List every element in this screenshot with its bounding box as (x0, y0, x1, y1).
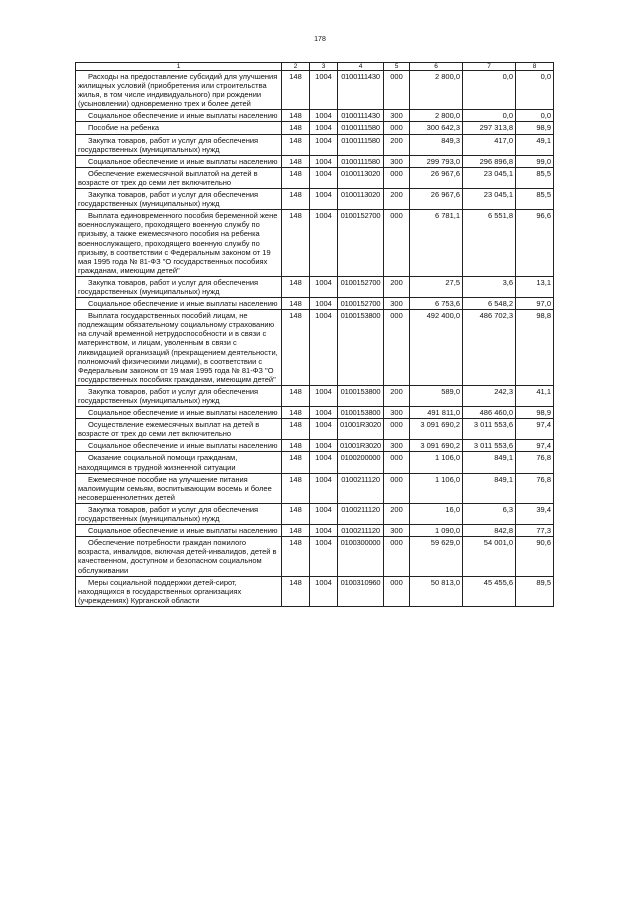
row-name: Обеспечение потребности граждан пожилого возраста, инвалидов, включая детей-инвалидов, детей в качественном, доступном и безопасном социальном обслуживании (76, 537, 282, 576)
target-article-code: 0100211120 (338, 473, 384, 503)
table-row (76, 210, 554, 277)
row-name: Обеспечение ежемесячной выплатой на детей в возрасте от трех до семи лет включительно (76, 167, 282, 188)
target-article-code: 0100153800 (338, 385, 384, 406)
section-code: 1004 (310, 440, 338, 452)
ved-code: 148 (282, 525, 310, 537)
section-code: 1004 (310, 525, 338, 537)
row-name: Меры социальной поддержки детей-сирот, находящихся в государственных организациях (учреждениях) Курганской области (76, 576, 282, 606)
planned-amount: 2 800,0 (410, 71, 463, 110)
column-header: 7 (463, 63, 516, 71)
section-code: 1004 (310, 407, 338, 419)
section-code: 1004 (310, 298, 338, 310)
row-name: Выплата единовременного пособия беременной жене военнослужащего, проходящего военную службу по призыву, а также ежемесячного пособия на ребенка военнослужащего, проходящего военную службу по призыву, в соответствии с Федеральным законом от 19 мая 1995 года № 81-ФЗ "О государственных пособиях гражданам, имеющим детей" (76, 210, 282, 277)
table-row (76, 310, 554, 386)
ved-code: 148 (282, 473, 310, 503)
actual-amount: 0,0 (463, 71, 516, 110)
actual-amount: 242,3 (463, 385, 516, 406)
ved-code: 148 (282, 110, 310, 122)
actual-amount: 0,0 (463, 110, 516, 122)
expense-type-code: 200 (384, 503, 410, 524)
section-code: 1004 (310, 71, 338, 110)
planned-amount: 26 967,6 (410, 167, 463, 188)
expense-type-code: 300 (384, 110, 410, 122)
ved-code: 148 (282, 189, 310, 210)
actual-amount: 3,6 (463, 276, 516, 297)
section-code: 1004 (310, 310, 338, 386)
planned-amount: 1 106,0 (410, 452, 463, 473)
expense-type-code: 000 (384, 71, 410, 110)
ved-code: 148 (282, 167, 310, 188)
row-name: Закупка товаров, работ и услуг для обеспечения государственных (муниципальных) нужд (76, 276, 282, 297)
row-name: Социальное обеспечение и иные выплаты населению (76, 110, 282, 122)
row-name: Выплата государственных пособий лицам, не подлежащим обязательному социальному страхованию на случай временной нетрудоспособности и в связи с материнством, и лицам, уволенным в связи с ликвидацией организаций (прекращением деятельности, полномочий физическими лицами), в соответствии с Федеральным законом от 19 мая 1995 года № 81-ФЗ "О государственных пособиях гражданам, имеющим детей" (76, 310, 282, 386)
target-article-code: 0100111430 (338, 110, 384, 122)
table-row (76, 503, 554, 524)
target-article-code: 01001R3020 (338, 440, 384, 452)
column-header: 5 (384, 63, 410, 71)
actual-amount: 3 011 553,6 (463, 419, 516, 440)
actual-amount: 23 045,1 (463, 189, 516, 210)
table-row (76, 440, 554, 452)
target-article-code: 0100111580 (338, 122, 384, 134)
expense-type-code: 300 (384, 155, 410, 167)
execution-percent: 98,9 (516, 122, 554, 134)
target-article-code: 0100113020 (338, 189, 384, 210)
section-code: 1004 (310, 134, 338, 155)
table-body (76, 71, 554, 607)
table-row (76, 525, 554, 537)
planned-amount: 300 642,3 (410, 122, 463, 134)
row-name: Социальное обеспечение и иные выплаты населению (76, 525, 282, 537)
target-article-code: 0100111580 (338, 155, 384, 167)
expense-type-code: 000 (384, 537, 410, 576)
planned-amount: 3 091 690,2 (410, 419, 463, 440)
actual-amount: 3 011 553,6 (463, 440, 516, 452)
ved-code: 148 (282, 419, 310, 440)
target-article-code: 0100111580 (338, 134, 384, 155)
target-article-code: 0100152700 (338, 276, 384, 297)
actual-amount: 486 460,0 (463, 407, 516, 419)
execution-percent: 41,1 (516, 385, 554, 406)
row-name: Социальное обеспечение и иные выплаты населению (76, 440, 282, 452)
section-code: 1004 (310, 122, 338, 134)
row-name: Закупка товаров, работ и услуг для обеспечения государственных (муниципальных) нужд (76, 385, 282, 406)
section-code: 1004 (310, 189, 338, 210)
expense-type-code: 300 (384, 407, 410, 419)
row-name: Социальное обеспечение и иные выплаты населению (76, 155, 282, 167)
expense-type-code: 300 (384, 525, 410, 537)
section-code: 1004 (310, 503, 338, 524)
planned-amount: 27,5 (410, 276, 463, 297)
table-row (76, 537, 554, 576)
table-row (76, 276, 554, 297)
table-row (76, 110, 554, 122)
section-code: 1004 (310, 419, 338, 440)
execution-percent: 0,0 (516, 71, 554, 110)
ved-code: 148 (282, 276, 310, 297)
planned-amount: 1 090,0 (410, 525, 463, 537)
table-row (76, 122, 554, 134)
actual-amount: 6 551,8 (463, 210, 516, 277)
expense-type-code: 200 (384, 134, 410, 155)
execution-percent: 99,0 (516, 155, 554, 167)
table-row (76, 576, 554, 606)
row-name: Оказание социальной помощи гражданам, находящимся в трудной жизненной ситуации (76, 452, 282, 473)
execution-percent: 97,0 (516, 298, 554, 310)
table-row (76, 167, 554, 188)
target-article-code: 0100211120 (338, 503, 384, 524)
actual-amount: 296 896,8 (463, 155, 516, 167)
expense-type-code: 200 (384, 385, 410, 406)
planned-amount: 6 781,1 (410, 210, 463, 277)
planned-amount: 59 629,0 (410, 537, 463, 576)
execution-percent: 85,5 (516, 167, 554, 188)
section-code: 1004 (310, 276, 338, 297)
actual-amount: 842,8 (463, 525, 516, 537)
execution-percent: 13,1 (516, 276, 554, 297)
section-code: 1004 (310, 210, 338, 277)
row-name: Социальное обеспечение и иные выплаты населению (76, 298, 282, 310)
planned-amount: 1 106,0 (410, 473, 463, 503)
section-code: 1004 (310, 473, 338, 503)
planned-amount: 26 967,6 (410, 189, 463, 210)
expense-type-code: 000 (384, 122, 410, 134)
execution-percent: 90,6 (516, 537, 554, 576)
expense-type-code: 200 (384, 189, 410, 210)
execution-percent: 39,4 (516, 503, 554, 524)
execution-percent: 0,0 (516, 110, 554, 122)
execution-percent: 97,4 (516, 440, 554, 452)
table-row (76, 155, 554, 167)
ved-code: 148 (282, 210, 310, 277)
table-row (76, 452, 554, 473)
table-row (76, 419, 554, 440)
execution-percent: 98,9 (516, 407, 554, 419)
table-row (76, 71, 554, 110)
ved-code: 148 (282, 155, 310, 167)
column-header: 3 (310, 63, 338, 71)
table-row (76, 189, 554, 210)
expense-type-code: 000 (384, 473, 410, 503)
planned-amount: 299 793,0 (410, 155, 463, 167)
expense-type-code: 000 (384, 167, 410, 188)
column-header: 1 (76, 63, 282, 71)
actual-amount: 6,3 (463, 503, 516, 524)
ved-code: 148 (282, 385, 310, 406)
planned-amount: 491 811,0 (410, 407, 463, 419)
planned-amount: 16,0 (410, 503, 463, 524)
row-name: Пособие на ребенка (76, 122, 282, 134)
table-row (76, 298, 554, 310)
ved-code: 148 (282, 537, 310, 576)
page-number: 178 (314, 36, 326, 43)
execution-percent: 77,3 (516, 525, 554, 537)
table-row (76, 407, 554, 419)
section-code: 1004 (310, 155, 338, 167)
planned-amount: 492 400,0 (410, 310, 463, 386)
expense-type-code: 000 (384, 576, 410, 606)
target-article-code: 0100153800 (338, 310, 384, 386)
expense-type-code: 200 (384, 276, 410, 297)
actual-amount: 849,1 (463, 452, 516, 473)
table-row (76, 385, 554, 406)
target-article-code: 01001R3020 (338, 419, 384, 440)
actual-amount: 486 702,3 (463, 310, 516, 386)
row-name: Осуществление ежемесячных выплат на детей в возрасте от трех до семи лет включительно (76, 419, 282, 440)
actual-amount: 297 313,8 (463, 122, 516, 134)
actual-amount: 6 548,2 (463, 298, 516, 310)
ved-code: 148 (282, 440, 310, 452)
execution-percent: 76,8 (516, 452, 554, 473)
ved-code: 148 (282, 576, 310, 606)
planned-amount: 50 813,0 (410, 576, 463, 606)
target-article-code: 0100113020 (338, 167, 384, 188)
actual-amount: 54 001,0 (463, 537, 516, 576)
ved-code: 148 (282, 71, 310, 110)
execution-percent: 85,5 (516, 189, 554, 210)
ved-code: 148 (282, 134, 310, 155)
expense-type-code: 300 (384, 298, 410, 310)
ved-code: 148 (282, 452, 310, 473)
target-article-code: 0100152700 (338, 210, 384, 277)
actual-amount: 417,0 (463, 134, 516, 155)
target-article-code: 0100152700 (338, 298, 384, 310)
column-header: 2 (282, 63, 310, 71)
planned-amount: 849,3 (410, 134, 463, 155)
actual-amount: 23 045,1 (463, 167, 516, 188)
section-code: 1004 (310, 576, 338, 606)
expense-type-code: 000 (384, 452, 410, 473)
section-code: 1004 (310, 385, 338, 406)
ved-code: 148 (282, 122, 310, 134)
actual-amount: 849,1 (463, 473, 516, 503)
target-article-code: 0100300000 (338, 537, 384, 576)
row-name: Ежемесячное пособие на улучшение питания малоимущим семьям, воспитывающим восемь и более несовершеннолетних детей (76, 473, 282, 503)
execution-percent: 89,5 (516, 576, 554, 606)
column-header: 4 (338, 63, 384, 71)
budget-table (75, 62, 554, 607)
execution-percent: 49,1 (516, 134, 554, 155)
target-article-code: 0100111430 (338, 71, 384, 110)
expense-type-code: 000 (384, 310, 410, 386)
ved-code: 148 (282, 298, 310, 310)
ved-code: 148 (282, 407, 310, 419)
column-header: 8 (516, 63, 554, 71)
planned-amount: 589,0 (410, 385, 463, 406)
target-article-code: 0100211120 (338, 525, 384, 537)
column-header: 6 (410, 63, 463, 71)
section-code: 1004 (310, 452, 338, 473)
expense-type-code: 300 (384, 440, 410, 452)
ved-code: 148 (282, 310, 310, 386)
planned-amount: 6 753,6 (410, 298, 463, 310)
execution-percent: 96,6 (516, 210, 554, 277)
row-name: Закупка товаров, работ и услуг для обеспечения государственных (муниципальных) нужд (76, 503, 282, 524)
section-code: 1004 (310, 167, 338, 188)
table-row (76, 134, 554, 155)
actual-amount: 45 455,6 (463, 576, 516, 606)
section-code: 1004 (310, 110, 338, 122)
expense-type-code: 000 (384, 210, 410, 277)
row-name: Закупка товаров, работ и услуг для обеспечения государственных (муниципальных) нужд (76, 134, 282, 155)
planned-amount: 3 091 690,2 (410, 440, 463, 452)
execution-percent: 97,4 (516, 419, 554, 440)
target-article-code: 0100200000 (338, 452, 384, 473)
target-article-code: 0100310960 (338, 576, 384, 606)
ved-code: 148 (282, 503, 310, 524)
table-row (76, 473, 554, 503)
target-article-code: 0100153800 (338, 407, 384, 419)
row-name: Расходы на предоставление субсидий для улучшения жилищных условий (приобретения или строительства жилья, в том числе индивидуального) при рождении (усыновлении) одновременно трех и более детей (76, 71, 282, 110)
row-name: Закупка товаров, работ и услуг для обеспечения государственных (муниципальных) нужд (76, 189, 282, 210)
row-name: Социальное обеспечение и иные выплаты населению (76, 407, 282, 419)
header-row (76, 63, 554, 71)
execution-percent: 76,8 (516, 473, 554, 503)
execution-percent: 98,8 (516, 310, 554, 386)
expense-type-code: 000 (384, 419, 410, 440)
section-code: 1004 (310, 537, 338, 576)
planned-amount: 2 800,0 (410, 110, 463, 122)
